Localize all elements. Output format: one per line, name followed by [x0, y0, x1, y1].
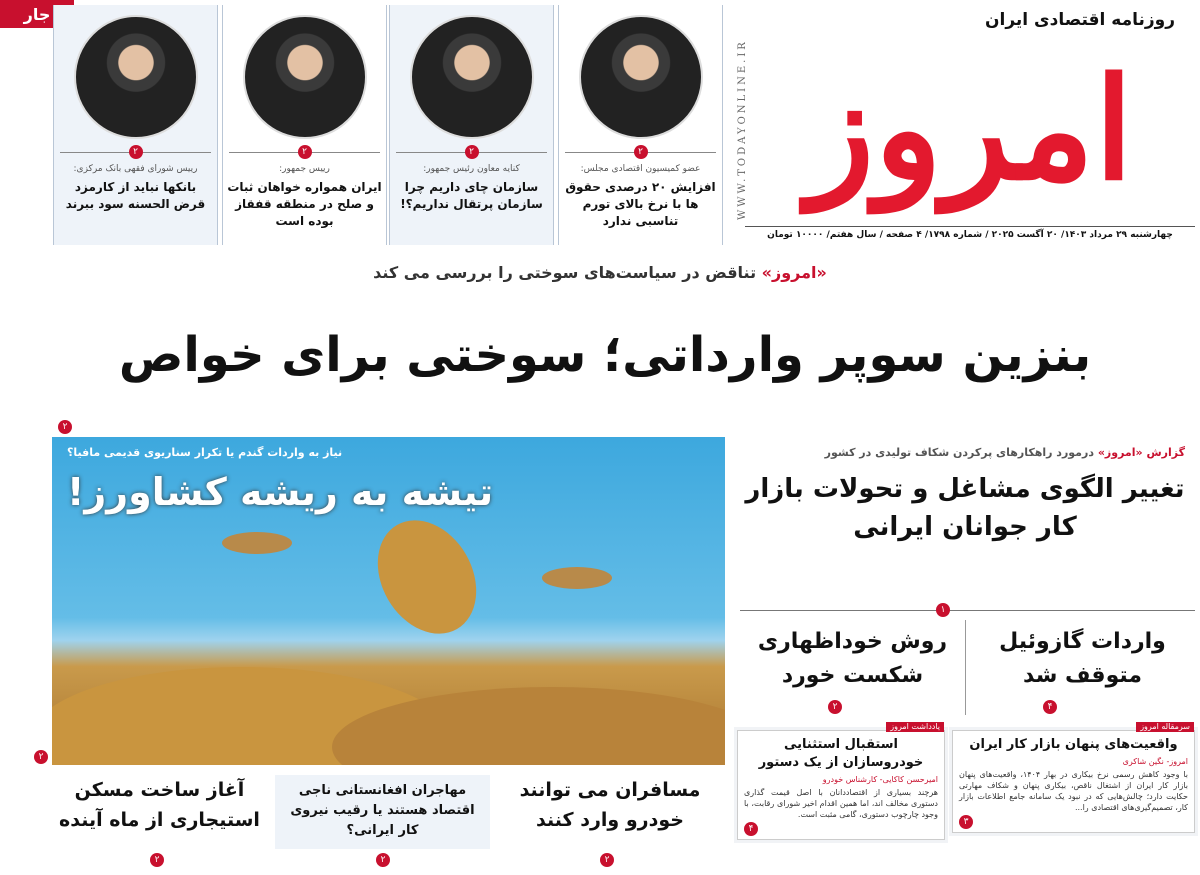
teaser-kicker: رییس شورای فقهی بانک مرکزی:: [73, 164, 198, 174]
teaser-headline: سازمان چای داریم چرا سازمان پرتقال نداریم؟!: [400, 180, 543, 211]
page-number: ۲: [465, 145, 479, 159]
newspaper-logo: امروز: [806, 48, 1134, 212]
dateline: چهارشنبه ۲۹ مرداد ۱۴۰۳/ ۲۰ آگست ۲۰۲۵ / شماره ۱۷۹۸/ ۴ صفحه / سال هفتم/ ۱۰۰۰۰ تومان: [745, 226, 1195, 241]
website-url: WWW.TODAYONLINE.IR: [737, 39, 748, 220]
portrait-photo: [579, 15, 703, 139]
kicker-text: درمورد راهکارهای پرکردن شکاف تولیدی در کشور: [824, 446, 1094, 459]
teaser[interactable]: [558, 5, 723, 245]
report-kicker: [745, 445, 1185, 461]
divider: [58, 145, 213, 161]
editorial-box[interactable]: [952, 722, 1195, 833]
page-number: ۲: [600, 853, 614, 867]
teaser-headline: افزایش ۲۰ درصدی حقوق ها با نرخ بالای تورم تناسبی ندارد: [565, 180, 716, 228]
page-number: ۴: [1043, 700, 1057, 714]
box-text: هرچند بسیاری از اقتصاددانان با اصل قیمت گذاری دستوری مخالف اند، اما همین اقدام اخیر شورای رقابت، با وجود چارچوب دستوری، گامی مثبت است.: [744, 788, 938, 819]
teaser-headline: ایران همواره خواهان ثبات و صلح در منطقه قفقاز بوده است: [227, 180, 382, 228]
box-author: امروز- نگین شاکری: [1122, 757, 1188, 766]
farmers-photo[interactable]: [52, 437, 725, 765]
bottom-story-headline[interactable]: مهاجران افغانستانی ناجی اقتصاد هستند یا رقیب نیروی کار ایرانی؟: [275, 775, 490, 849]
page-number: ۴: [744, 822, 758, 836]
page-number: ۲: [129, 145, 143, 159]
page-number: ۲: [828, 700, 842, 714]
report-headline[interactable]: تغییر الگوی مشاغل و تحولات بازار کار جوانان ایرانی: [745, 474, 1185, 542]
teaser[interactable]: [389, 5, 554, 245]
bottom-story-headline[interactable]: آغاز ساخت مسکن استیجاری از ماه آینده: [59, 779, 260, 831]
kicker-prefix: گزارش: [1146, 446, 1185, 459]
portrait-photo: [74, 15, 198, 139]
divider: [563, 145, 718, 161]
box-label: یادداشت امروز: [886, 722, 944, 732]
page-number: ۲: [298, 145, 312, 159]
kicker-brand: «امروز»: [761, 263, 827, 282]
teaser-headline: بانکها نباید از کارمزد قرض الحسنه سود ببرند: [65, 180, 206, 211]
divider: [740, 610, 1195, 611]
portrait-photo: [410, 15, 534, 139]
divider: [227, 145, 382, 161]
hay-bundle: [358, 503, 496, 652]
teaser[interactable]: [53, 5, 218, 245]
bottom-story-headline[interactable]: مسافران می توانند خودرو وارد کنند: [519, 779, 701, 831]
side-story-headline[interactable]: روش خوداظهاری شکست خورد: [757, 629, 948, 688]
page-number: ۲: [58, 420, 72, 434]
page-number: ۲: [34, 750, 48, 764]
teaser-kicker: کنایه معاون رئیس جمهور:: [423, 164, 520, 174]
teaser[interactable]: [222, 5, 387, 245]
box-headline: استقبال استثنایی خودروسازان از یک دستور: [758, 737, 924, 770]
farmer-hat: [222, 532, 292, 554]
photo-kicker: نیاز به واردات گندم یا تکرار سناریوی قدیمی مافیا؟: [67, 446, 343, 459]
kicker-brand: «امروز»: [1097, 446, 1143, 459]
page-number: ۲: [376, 853, 390, 867]
teaser-kicker: عضو کمیسیون اقتصادی مجلس:: [580, 164, 701, 174]
box-author: امیرحسن کاکایی- کارشناس خودرو: [822, 775, 938, 784]
main-headline[interactable]: بنزین سوپر وارداتی؛ سوختی برای خواص: [118, 327, 1092, 383]
divider: [394, 145, 549, 161]
tagline: روزنامه اقتصادی ایران: [985, 10, 1176, 30]
portrait-photo: [243, 15, 367, 139]
box-label: سرمقاله امروز: [1136, 722, 1194, 732]
farmer-hat: [542, 567, 612, 589]
kicker-text: تناقض در سیاست‌های سوختی را بررسی می کند: [373, 263, 757, 282]
box-headline: واقعیت‌های پنهان بازار کار ایران: [969, 737, 1178, 752]
teaser-kicker: رییس جمهور:: [279, 164, 330, 174]
photo-headline: تیشه به ریشه کشاورز!: [67, 470, 494, 514]
divider: [965, 620, 966, 715]
box-text: با وجود کاهش رسمی نرخ بیکاری در بهار ۱۴۰۴، واقعیت‌های پنهان بازار کار ایران از اشتغال ناقص، بیکاری پنهان و شکاف مهارتی حکایت دارد؛ چالش‌هایی که در نبود یک سامانه جامع اطلاعات بازار کار، تصمیم‌گیری‌های اقتصادی را...: [959, 770, 1188, 812]
main-kicker: [300, 262, 900, 284]
page-number: ۲: [150, 853, 164, 867]
page-number: ۲: [634, 145, 648, 159]
note-box[interactable]: [737, 722, 945, 840]
jar-badge[interactable]: جار: [0, 0, 74, 28]
page-number: ۳: [959, 815, 973, 829]
side-story-headline[interactable]: واردات گازوئیل متوقف شد: [999, 629, 1166, 688]
page-number: ۱: [936, 603, 950, 617]
